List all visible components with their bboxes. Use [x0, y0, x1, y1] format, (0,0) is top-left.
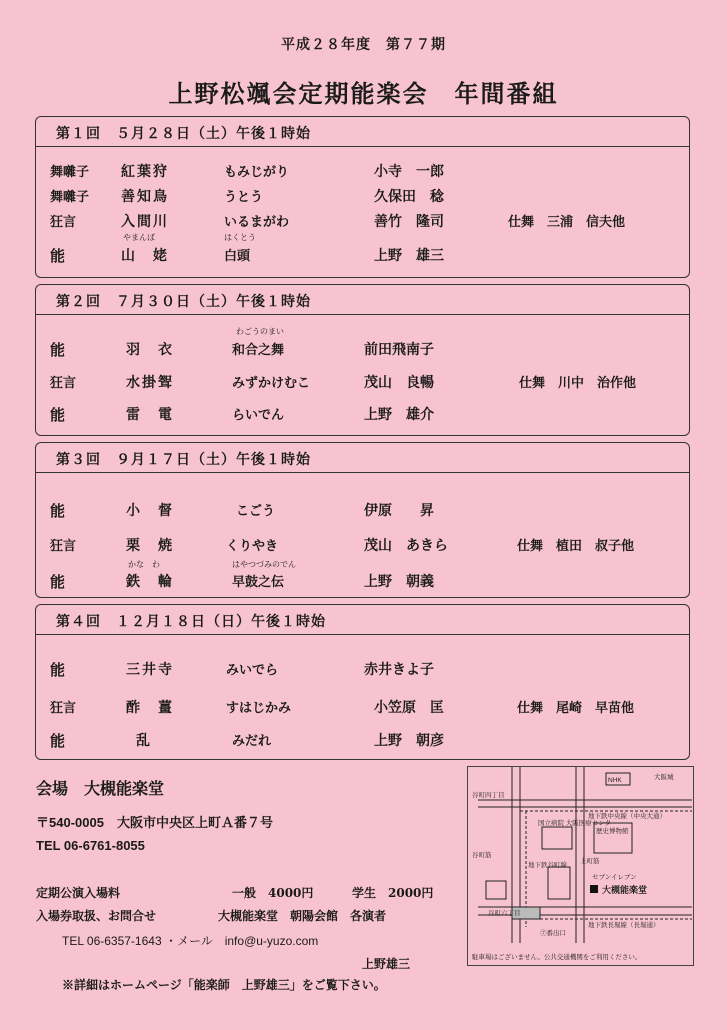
- program-row: [36, 327, 689, 365]
- program-title: [121, 233, 169, 265]
- program-reading: いるまがわ: [224, 215, 290, 230]
- program-type: 狂言: [50, 539, 77, 554]
- sales-places: 大槻能楽堂 朝陽会館 各演者: [218, 909, 387, 923]
- sales-label: 入場券取扱、お問合せ: [36, 909, 157, 923]
- program-reading: うとう: [224, 190, 264, 205]
- program-type: 能: [50, 573, 66, 591]
- fee-student: 学生 2000円: [352, 886, 434, 900]
- homepage-note: ※詳細はホームページ「能楽師 上野雄三」をご覧下さい。: [62, 978, 386, 992]
- program-title: 乱: [136, 733, 152, 749]
- program-row: [36, 535, 689, 561]
- program-reading: みいでら: [226, 663, 279, 678]
- program-reading: [232, 327, 285, 358]
- program-reading: みずかけむこ: [232, 376, 311, 391]
- program-heading: 第４回 １２月１８日（日）午後１時始: [36, 605, 689, 635]
- program-performer: 上野 雄介: [364, 407, 434, 423]
- map-label-hospital: 国立病院 大阪医療センター: [538, 820, 618, 827]
- title-text: 山 姥: [121, 248, 169, 264]
- program-row: [36, 730, 689, 756]
- program-title: 栗 焼: [126, 538, 174, 554]
- reading-ruby: はくとう: [224, 233, 256, 242]
- program-type: 舞囃子: [50, 165, 90, 180]
- reading-ruby: はやつづみのでん: [232, 560, 296, 569]
- program-type: 舞囃子: [50, 190, 90, 205]
- map-graphic: [468, 767, 692, 964]
- title-ruby: やまんば: [123, 233, 155, 242]
- program-3: [35, 442, 690, 598]
- access-map: [467, 766, 694, 966]
- program-type: 能: [50, 732, 66, 750]
- program-reading: らいでん: [232, 408, 285, 423]
- map-label-osaka-castle: 大阪城: [654, 774, 674, 781]
- program-title: 小 督: [126, 503, 174, 519]
- program-title: [126, 560, 174, 591]
- program-performer: 前田飛南子: [364, 342, 434, 358]
- program-extra: 仕舞 川中 治作他: [519, 376, 637, 391]
- map-label-seven-eleven: セブンイレブン: [592, 874, 637, 881]
- program-row: [36, 404, 689, 430]
- map-label-tanimachi-line: 地下鉄谷町線: [528, 862, 567, 869]
- program-reading: もみじがり: [224, 165, 290, 180]
- map-label-tanimachi6: 谷町六丁目: [488, 910, 521, 917]
- program-row: [36, 500, 689, 526]
- title-ruby: かな わ: [128, 560, 160, 569]
- map-label-tanimachi4: 谷町四丁目: [472, 792, 505, 799]
- program-title: 羽 衣: [126, 342, 174, 358]
- program-row: [36, 697, 689, 723]
- program-reading: [224, 233, 256, 264]
- program-row: [36, 659, 689, 685]
- period: 平成２８年度 第７７期: [281, 37, 446, 53]
- fee-general: 一般 4000円: [232, 886, 314, 900]
- reading-text: 白頭: [224, 249, 251, 264]
- title-text: 鉄 輪: [126, 574, 174, 590]
- program-reading: くりやき: [226, 539, 279, 554]
- program-type: 狂言: [50, 376, 77, 391]
- contact: TEL 06-6357-1643 ・メール info@u-yuzo.com: [62, 934, 319, 948]
- program-1: [35, 116, 690, 278]
- program-row: [36, 372, 689, 398]
- fee-label: 定期公演入場料: [36, 886, 121, 900]
- program-2: [35, 284, 690, 436]
- page-title: 上野松颯会定期能楽会 年間番組: [168, 79, 559, 108]
- program-performer: 茂山 あきら: [364, 538, 448, 554]
- program-performer: 善竹 隆司: [374, 214, 444, 230]
- program-performer: 茂山 良暢: [364, 375, 434, 391]
- map-label-tanimachi-suji: 谷町筋: [472, 852, 492, 859]
- program-title: 入間川: [121, 214, 169, 230]
- program-title: 水掛聟: [126, 375, 174, 391]
- reading-text: 早鼓之伝: [232, 575, 285, 590]
- program-title: 紅葉狩: [121, 164, 169, 180]
- program-title: 雷 電: [126, 407, 174, 423]
- program-4: [35, 604, 690, 760]
- map-label-nagahori-line: 地下鉄長堀線（長堀通）: [588, 922, 660, 929]
- program-row: [36, 161, 689, 187]
- map-label-uemachi-suji: 上町筋: [580, 858, 600, 865]
- map-label-exit7: ⑦番出口: [540, 930, 566, 937]
- program-type: 狂言: [50, 215, 77, 230]
- program-performer: 伊原 昇: [364, 503, 434, 519]
- program-reading: すはじかみ: [226, 701, 292, 716]
- reading-text: 和合之舞: [232, 343, 285, 358]
- program-performer: 上野 朝義: [364, 574, 434, 590]
- program-type: 能: [50, 406, 66, 424]
- program-reading: みだれ: [232, 734, 272, 749]
- signature: 上野雄三: [362, 957, 411, 971]
- program-type: 能: [50, 341, 66, 359]
- program-row: [36, 186, 689, 212]
- program-extra: 仕舞 三浦 信夫他: [508, 215, 626, 230]
- program-type: 狂言: [50, 701, 77, 716]
- program-row: [36, 233, 689, 271]
- program-performer: 小笠原 匡: [374, 700, 444, 716]
- map-label-chuo-line: 地下鉄中央線（中央大通）: [588, 813, 666, 820]
- program-performer: 小寺 一郎: [374, 164, 444, 180]
- program-type: 能: [50, 661, 66, 679]
- program-type: 能: [50, 502, 66, 520]
- program-extra: 仕舞 尾崎 早苗他: [517, 701, 635, 716]
- venue-label: 会場 大槻能楽堂: [36, 779, 165, 798]
- program-title: 酢 薑: [126, 700, 174, 716]
- map-label-nhk: NHK: [608, 777, 622, 784]
- program-reading: こごう: [236, 504, 276, 519]
- map-parking-note: 駐車場はございません。公共交通機関をご利用ください。: [472, 954, 642, 961]
- program-performer: 久保田 稔: [374, 189, 444, 205]
- program-type: 能: [50, 247, 66, 265]
- program-title: 善知鳥: [121, 189, 169, 205]
- venue-phone: TEL 06-6761-8055: [36, 838, 145, 853]
- program-heading: 第３回 ９月１７日（土）午後１時始: [36, 443, 689, 473]
- program-performer: 上野 朝彦: [374, 733, 444, 749]
- map-label-theater: 大槻能楽堂: [602, 885, 648, 895]
- venue-address: 〒540-0005 大阪市中央区上町Ａ番７号: [36, 815, 273, 830]
- program-row: [36, 560, 689, 597]
- theater-marker: [590, 885, 598, 893]
- program-performer: 上野 雄三: [374, 248, 444, 264]
- program-extra: 仕舞 植田 叔子他: [517, 539, 635, 554]
- program-title: 三井寺: [126, 662, 174, 678]
- program-reading: [232, 560, 296, 590]
- map-label-museum: 歴史博物館: [596, 828, 629, 835]
- program-heading: 第２回 ７月３０日（土）午後１時始: [36, 285, 689, 315]
- program-performer: 赤井きよ子: [364, 662, 434, 678]
- program-heading: 第１回 ５月２８日（土）午後１時始: [36, 117, 689, 147]
- reading-ruby: わごうのまい: [236, 327, 284, 336]
